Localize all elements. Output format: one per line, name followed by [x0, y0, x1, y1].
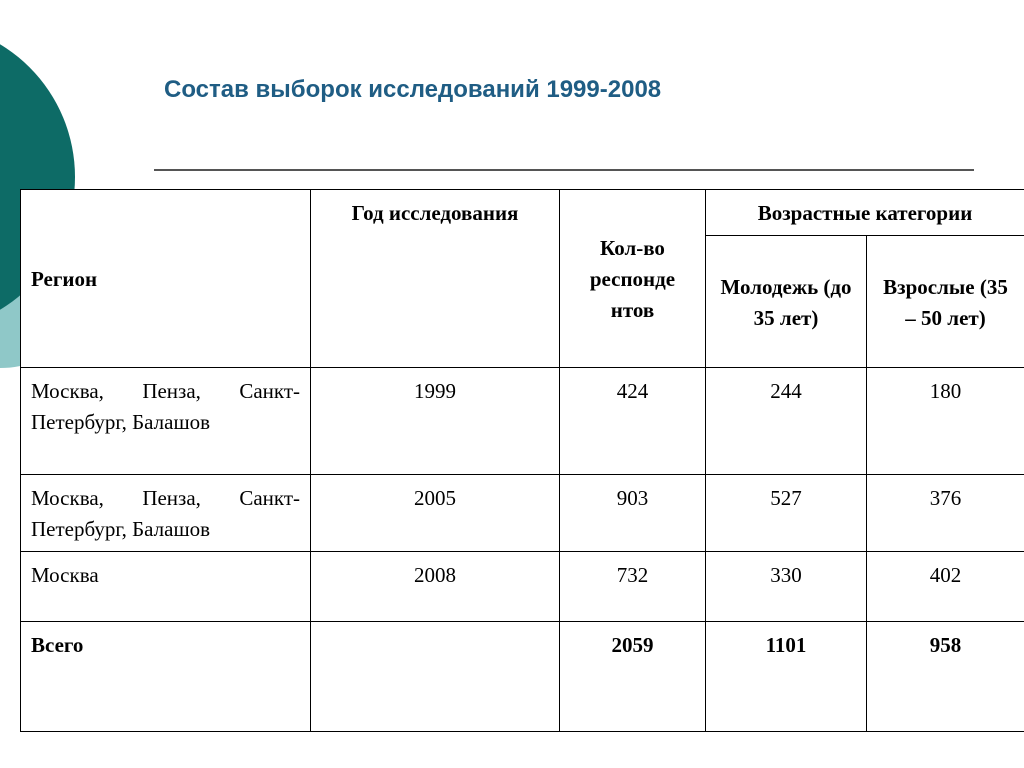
- header-youth-cell: [706, 236, 867, 368]
- total-label: Всего: [31, 633, 84, 657]
- total-adults: 958: [929, 633, 962, 657]
- header-region: Регион: [31, 267, 98, 291]
- header-adults-cell: [867, 236, 1024, 368]
- total-respondents: 2059: [611, 633, 654, 657]
- total-youth: 1101: [765, 633, 807, 657]
- header-age-categories-cell: [706, 190, 1024, 236]
- header-respondents-cell: [560, 190, 706, 368]
- row-respondents: 424: [616, 379, 649, 403]
- samples-table: [20, 189, 1024, 732]
- table-row: [21, 552, 1024, 622]
- header-youth: Молодежь (до 35 лет): [720, 274, 852, 330]
- slide-title: Состав выборок исследований 1999-2008: [164, 76, 662, 103]
- total-year: [311, 622, 559, 636]
- table-row: [21, 368, 1024, 475]
- table-total-row: [21, 622, 1024, 732]
- header-age-categories: Возрастные категории: [757, 201, 973, 225]
- header-respondents: Кол-во респонде нтов: [589, 236, 676, 322]
- header-adults: Взрослые (35 – 50 лет): [883, 274, 1008, 330]
- header-year: Год исследования: [351, 201, 519, 225]
- row-youth: 330: [770, 563, 802, 587]
- row-respondents: 903: [616, 486, 649, 510]
- table-header-row-1: [21, 190, 1024, 236]
- row-youth: 244: [770, 379, 802, 403]
- row-respondents: 732: [616, 563, 649, 587]
- table-row: [21, 475, 1024, 552]
- header-year-cell: [311, 190, 560, 368]
- row-year: 2005: [414, 486, 456, 510]
- header-region-cell: [21, 190, 311, 368]
- row-youth: 527: [770, 486, 802, 510]
- row-adults: 180: [929, 379, 962, 403]
- title-underline: [154, 169, 974, 171]
- row-year: 2008: [414, 563, 456, 587]
- row-region: Москва, Пенза, Санкт-Петербург, Балашов: [31, 486, 300, 541]
- row-adults: 376: [929, 486, 962, 510]
- row-adults: 402: [929, 563, 962, 587]
- row-region: Москва: [31, 563, 99, 587]
- row-region: Москва, Пенза, Санкт-Петербург, Балашов: [31, 379, 300, 434]
- row-year: 1999: [414, 379, 456, 403]
